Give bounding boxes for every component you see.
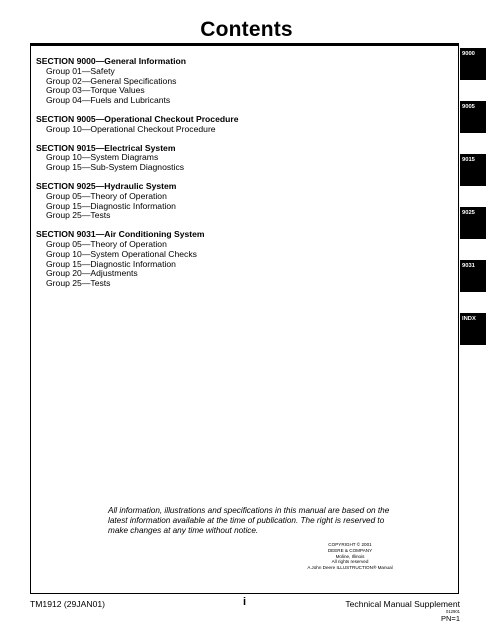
copyright-block (290, 542, 410, 571)
copyright-line: Moline, Illinois (335, 553, 365, 559)
manual-type: Technical Manual Supplement (345, 599, 460, 609)
section-tab-9031[interactable]: 9031 (460, 260, 486, 292)
section-heading[interactable]: SECTION 9031—Air Conditioning System (36, 229, 205, 240)
group-entry[interactable]: Group 10—Operational Checkout Procedure (46, 123, 216, 134)
section-9025 (36, 182, 239, 221)
section-9031 (36, 230, 239, 289)
section-tab-index[interactable]: INDX (460, 313, 486, 345)
copyright-line: A John Deere ILLUSTRUCTION® Manual (307, 565, 393, 571)
manual-code: TM1912 (29JAN01) (30, 599, 105, 609)
section-heading[interactable]: SECTION 9000—General Information (36, 56, 186, 66)
section-9005 (36, 115, 239, 135)
group-entry[interactable]: Group 25—Tests (46, 278, 111, 289)
group-entry[interactable]: Group 20—Adjustments (46, 268, 138, 279)
section-tab-9025[interactable]: 9025 (460, 207, 486, 239)
section-tab-9015[interactable]: 9015 (460, 154, 486, 186)
group-entry[interactable]: Group 03—Torque Values (46, 85, 145, 96)
page-number: PN=1 (441, 614, 460, 623)
group-entry[interactable]: Group 05—Theory of Operation (46, 238, 167, 249)
section-9015 (36, 144, 239, 173)
table-of-contents (36, 57, 239, 298)
date-code: 012901 (446, 609, 460, 614)
group-entry[interactable]: Group 10—System Operational Checks (46, 248, 197, 259)
group-entry[interactable]: Group 04—Fuels and Lubricants (46, 95, 171, 106)
group-entry[interactable]: Group 15—Diagnostic Information (46, 258, 176, 269)
group-entry[interactable]: Group 15—Diagnostic Information (46, 200, 176, 211)
group-entry[interactable]: Group 05—Theory of Operation (46, 190, 167, 201)
group-entry[interactable]: Group 02—General Specifications (46, 75, 177, 86)
page-number-roman: i (243, 596, 247, 608)
copyright-line: DEERE & COMPANY (327, 547, 373, 553)
section-tab-9005[interactable]: 9005 (460, 101, 486, 133)
section-heading[interactable]: SECTION 9025—Hydraulic System (36, 180, 177, 191)
section-9000 (36, 57, 239, 106)
group-entry[interactable]: Group 10—System Diagrams (46, 152, 159, 163)
group-entry[interactable]: Group 01—Safety (46, 65, 115, 76)
copyright-line: All rights reserved (331, 559, 369, 565)
section-tab-9000[interactable]: 9000 (460, 48, 486, 80)
page-title: Contents (200, 18, 293, 41)
copyright-line: COPYRIGHT © 2001 (328, 542, 372, 547)
section-heading[interactable]: SECTION 9005—Operational Checkout Procedure (36, 113, 239, 124)
section-heading[interactable]: SECTION 9015—Electrical System (36, 142, 176, 153)
group-entry[interactable]: Group 25—Tests (46, 210, 111, 221)
group-entry[interactable]: Group 15—Sub-System Diagnostics (46, 162, 185, 173)
disclaimer-notice: All information, illustrations and specifications in this manual are based on the latest information available at the time of publication. The right is reserved to make changes at any time without notice. (108, 506, 390, 535)
